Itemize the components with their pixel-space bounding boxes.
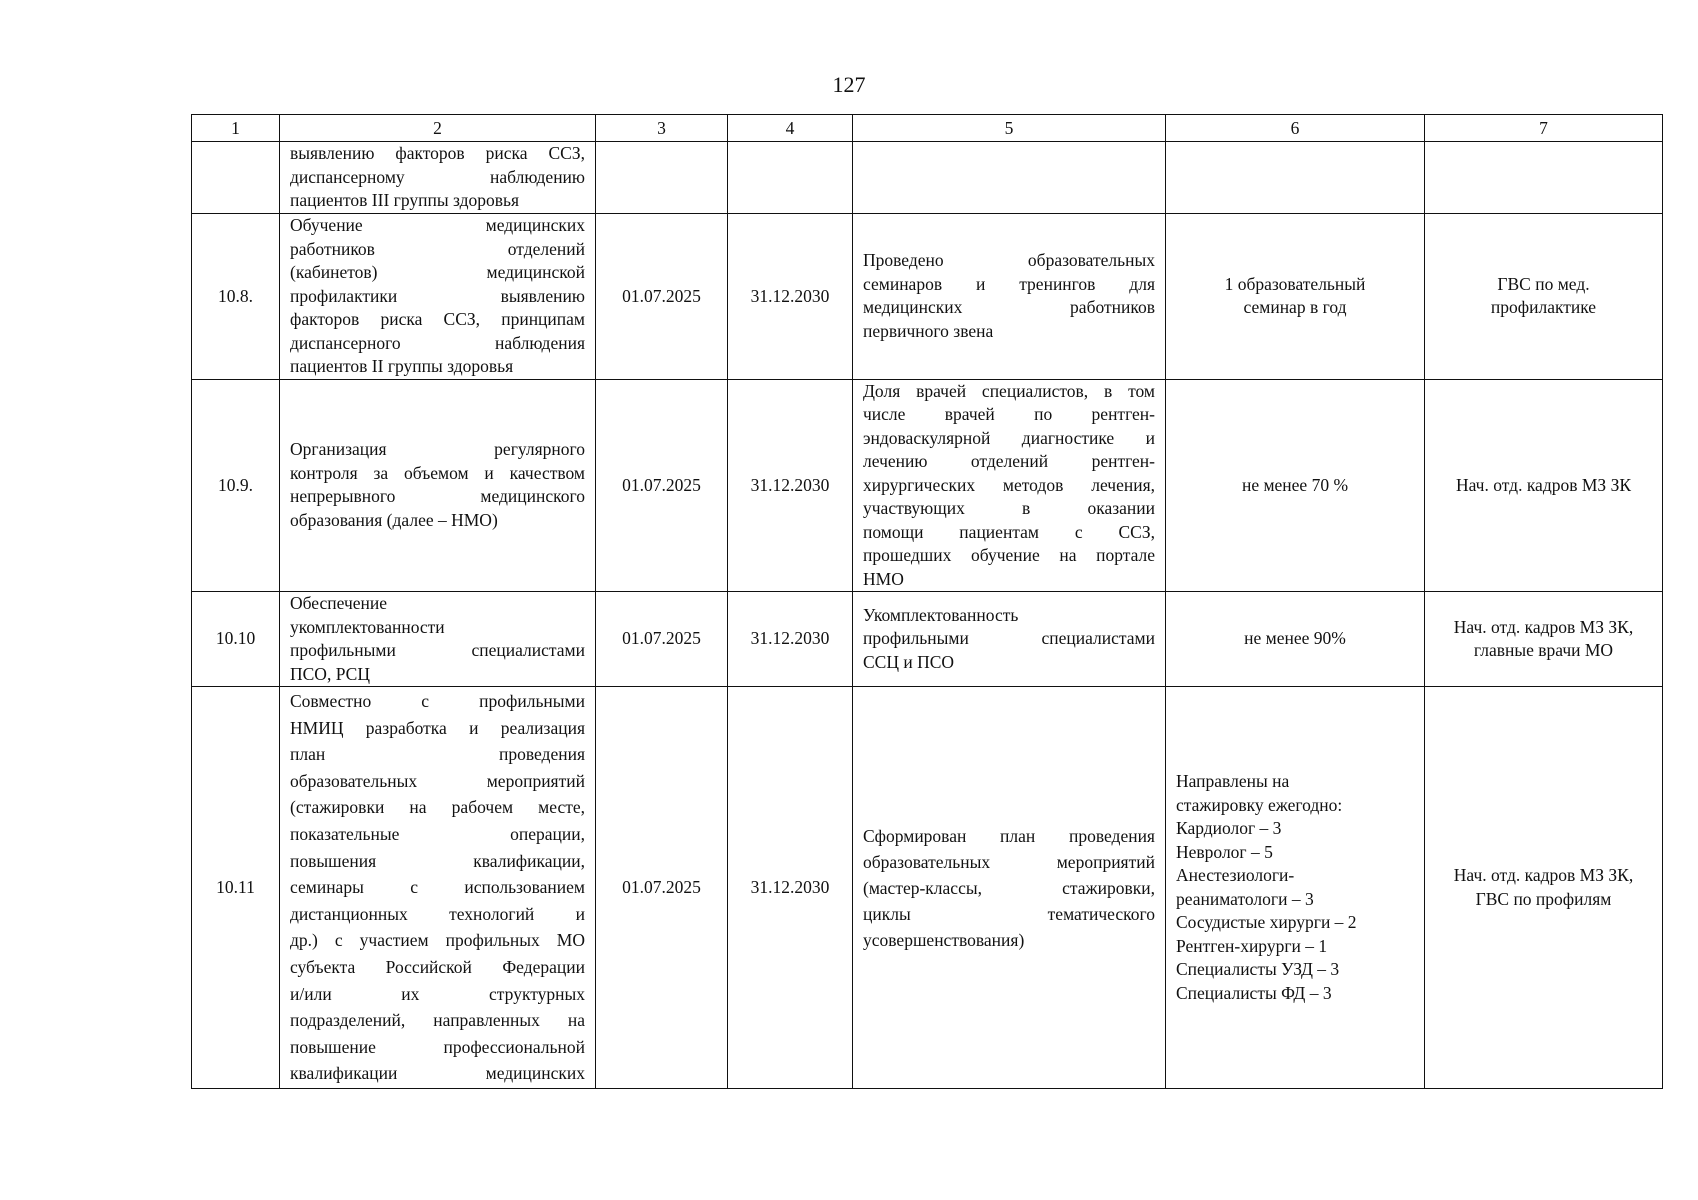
measure-text: подразделений, направленных на (290, 1010, 585, 1031)
measure-text: показательные операции, (290, 824, 585, 845)
result-text: помощи пациентам с ССЗ, (863, 521, 1155, 542)
column-number: 7 (1425, 115, 1663, 142)
indicator-text: Специалисты УЗД – 3 (1176, 959, 1340, 979)
table-row (192, 687, 1663, 1089)
measure-text: Обеспечение (290, 593, 388, 613)
indicator-text: Анестезиологи- (1176, 865, 1295, 885)
end-date: 31.12.2030 (728, 687, 853, 1089)
indicator-cell (1166, 592, 1425, 687)
table-row (192, 142, 1663, 214)
responsible-text: профилактике (1490, 297, 1597, 318)
result-text: прошедших обучение на портале (863, 545, 1155, 565)
measure-text: выявлению факторов риска ССЗ, (290, 143, 585, 164)
column-number: 2 (280, 115, 596, 142)
measure-text: факторов риска ССЗ, принципам (290, 309, 585, 329)
indicator-cell (1166, 142, 1425, 214)
result-text: числе врачей по рентген- (863, 404, 1155, 424)
measure-text: Совместно с профильными (290, 691, 585, 712)
start-date: 01.07.2025 (596, 687, 728, 1089)
responsible-cell (1425, 379, 1663, 592)
indicator-text: стажировку ежегодно: (1176, 794, 1343, 815)
indicator-text: семинар в год (1243, 297, 1347, 318)
measure-text: и/или их структурных (290, 983, 585, 1004)
measure-cell (280, 214, 596, 380)
indicator-cell (1166, 214, 1425, 380)
result-text: (мастер-классы, стажировки, (863, 877, 1155, 898)
result-text: ССЦ и ПСО (863, 651, 955, 672)
measure-cell (280, 687, 596, 1089)
result-text: хирургических методов лечения, (863, 474, 1155, 495)
responsible-text: Нач. отд. кадров МЗ ЗК, (1453, 865, 1634, 885)
measure-text: квалификации медицинских (290, 1063, 585, 1084)
result-cell (853, 214, 1166, 380)
item-number: 10.9. (192, 379, 280, 592)
result-text: циклы тематического (863, 903, 1155, 924)
measure-text: контроля за объемом и качеством (290, 462, 585, 483)
item-number: 10.8. (192, 214, 280, 380)
column-number: 6 (1166, 115, 1425, 142)
result-text: Укомплектованность (863, 604, 1019, 625)
result-text: Доля врачей специалистов, в том (863, 380, 1155, 401)
item-number: 10.10 (192, 592, 280, 687)
indicator-text: 1 образовательный (1224, 273, 1366, 294)
measure-text: (стажировки на рабочем месте, (290, 797, 585, 818)
result-text: семинаров и тренингов для (863, 273, 1155, 294)
indicator-text: не менее 90% (1244, 628, 1346, 649)
measure-text: пациентов II группы здоровья (290, 356, 514, 376)
result-cell (853, 687, 1166, 1089)
responsible-text: Нач. отд. кадров МЗ ЗК (1455, 474, 1632, 495)
measure-text: др.) с участием профильных МО (290, 930, 585, 951)
page-number: 127 (832, 72, 866, 97)
responsible-cell (1425, 142, 1663, 214)
result-text: первичного звена (863, 320, 994, 341)
measure-text: Организация регулярного (290, 439, 585, 460)
measure-text: образовательных мероприятий (290, 770, 585, 791)
indicator-cell (1166, 379, 1425, 592)
measure-text: непрерывного медицинского (290, 486, 585, 507)
measure-text: диспансерного наблюдения (290, 332, 585, 353)
indicator-cell (1166, 687, 1425, 1089)
result-text: профильными специалистами (863, 628, 1155, 649)
indicator-text: Рентген-хирурги – 1 (1176, 935, 1328, 956)
result-text: Проведено образовательных (863, 250, 1155, 271)
measure-text: образования (далее – НМО) (290, 509, 498, 530)
measure-text: повышения квалификации, (290, 850, 585, 871)
measure-cell (280, 592, 596, 687)
item-number (192, 142, 280, 214)
measure-text: профилактики выявлению (290, 285, 585, 306)
table-row (192, 214, 1663, 380)
result-text: участвующих в оказании (863, 498, 1155, 518)
responsible-text: ГВС по мед. (1497, 273, 1590, 294)
result-text: медицинских работников (863, 297, 1155, 318)
column-number: 1 (192, 115, 280, 142)
indicator-text: Сосудистые хирурги – 2 (1176, 912, 1357, 932)
indicator-text: Направлены на (1176, 771, 1290, 791)
result-text: НМО (863, 568, 904, 589)
responsible-cell (1425, 214, 1663, 380)
column-number: 4 (728, 115, 853, 142)
result-text: образовательных мероприятий (863, 851, 1155, 872)
start-date: 01.07.2025 (596, 379, 728, 592)
measure-text: план проведения (290, 744, 585, 765)
result-text: лечению отделений рентген- (863, 451, 1155, 471)
table-row (192, 379, 1663, 592)
responsible-text: главные врачи МО (1473, 640, 1614, 660)
start-date: 01.07.2025 (596, 214, 728, 380)
measure-text: ПСО, РСЦ (290, 663, 370, 684)
measure-text: пациентов III группы здоровья (290, 190, 520, 211)
measure-text: Обучение медицинских (290, 215, 585, 235)
responsible-text: ГВС по профилям (1475, 888, 1612, 909)
table-row (192, 592, 1663, 687)
indicator-text: Кардиолог – 3 (1176, 818, 1282, 838)
measure-text: повышение профессиональной (290, 1036, 585, 1057)
end-date: 31.12.2030 (728, 379, 853, 592)
indicator-text: Специалисты ФД – 3 (1176, 982, 1332, 1003)
measure-text: НМИЦ разработка и реализация (290, 717, 585, 738)
result-cell (853, 379, 1166, 592)
result-cell (853, 142, 1166, 214)
measure-text: субъекта Российской Федерации (290, 956, 585, 977)
measure-text: укомплектованности (290, 616, 445, 637)
measure-cell (280, 379, 596, 592)
result-text: усовершенствования) (863, 929, 1025, 950)
result-text: эндоваскулярной диагностике и (863, 427, 1155, 448)
result-cell (853, 592, 1166, 687)
measure-text: диспансерному наблюдению (290, 166, 585, 187)
indicator-text: Невролог – 5 (1176, 841, 1273, 862)
start-date (596, 142, 728, 214)
plan-table (191, 114, 1663, 1089)
indicator-text: реаниматологи – 3 (1176, 888, 1314, 909)
result-text: Сформирован план проведения (863, 825, 1155, 846)
end-date: 31.12.2030 (728, 592, 853, 687)
item-number: 10.11 (192, 687, 280, 1089)
measure-text: профильными специалистами (290, 640, 585, 660)
responsible-cell (1425, 687, 1663, 1089)
measure-cell (280, 142, 596, 214)
measure-text: работников отделений (290, 238, 585, 259)
indicator-text: не менее 70 % (1241, 474, 1349, 495)
measure-text: дистанционных технологий и (290, 903, 585, 924)
start-date: 01.07.2025 (596, 592, 728, 687)
column-number: 3 (596, 115, 728, 142)
responsible-cell (1425, 592, 1663, 687)
responsible-text: Нач. отд. кадров МЗ ЗК, (1453, 616, 1634, 637)
measure-text: (кабинетов) медицинской (290, 262, 585, 282)
measure-text: семинары с использованием (290, 877, 585, 898)
column-number-row (192, 115, 1663, 142)
end-date: 31.12.2030 (728, 214, 853, 380)
column-number: 5 (853, 115, 1166, 142)
end-date (728, 142, 853, 214)
